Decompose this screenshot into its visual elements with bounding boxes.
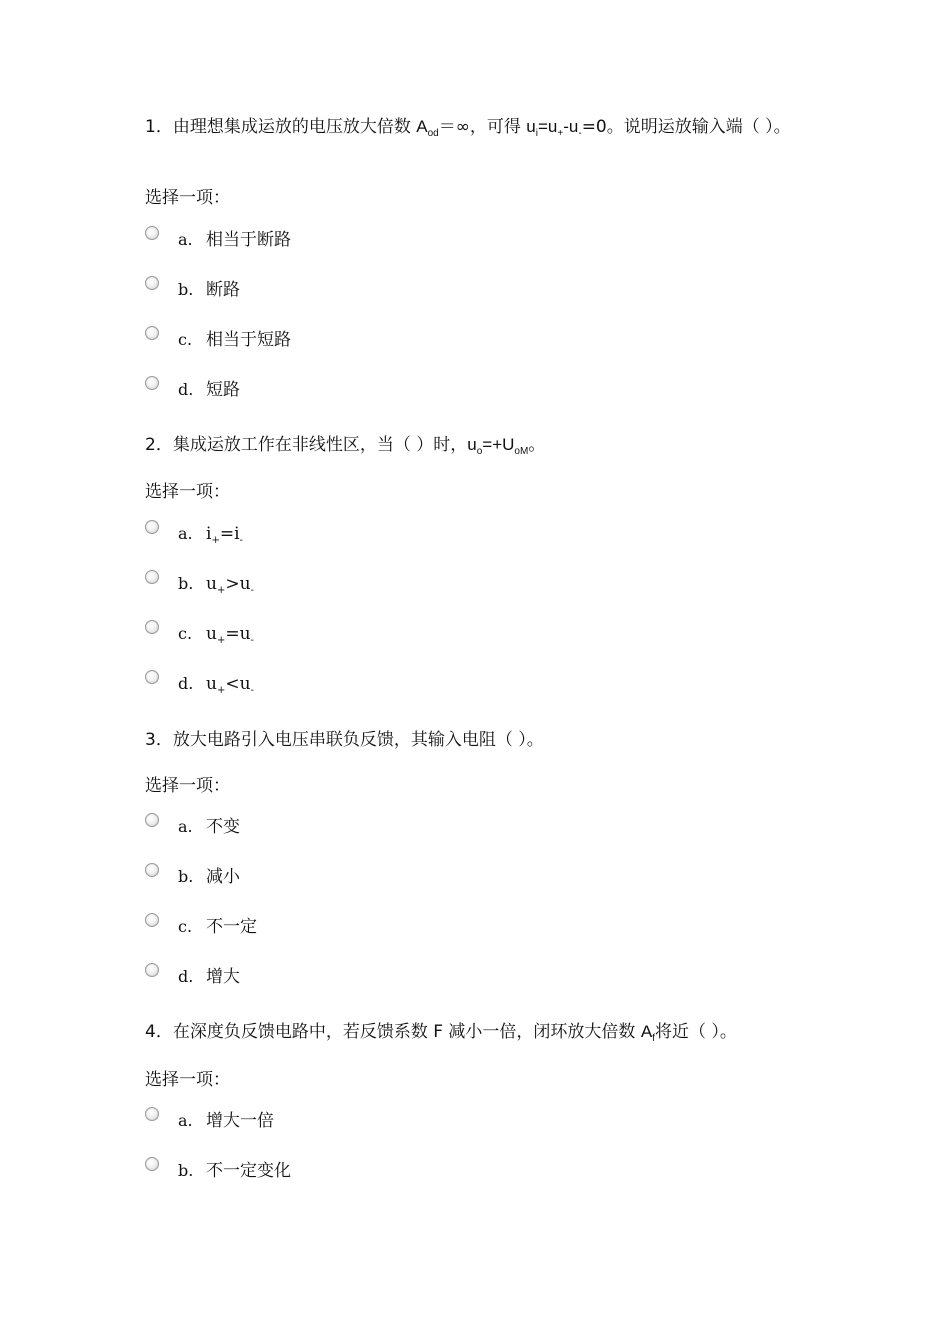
radio-icon[interactable]: [145, 863, 159, 877]
prompt-label: 选择一项：: [145, 1070, 230, 1090]
radio-icon[interactable]: [145, 520, 159, 534]
radio-icon[interactable]: [145, 376, 159, 390]
q1-option-b[interactable]: b. 断路: [145, 274, 240, 300]
radio-icon[interactable]: [145, 963, 159, 977]
q1-option-a[interactable]: a. 相当于断路: [145, 224, 291, 250]
q2-option-b[interactable]: b. $u_+>u_-$: [145, 568, 254, 594]
question-3-text: 3．放大电路引入电压串联负反馈，其输入电阻（ ）。: [145, 730, 544, 750]
question-1-text: 1．由理想集成运放的电压放大倍数 $A_{od}=\infty$，可得 $u_i=u_+-u_-=0$。说明运放输入端（ ）。: [145, 117, 791, 139]
prompt-label: 选择一项：: [145, 188, 230, 208]
q3-option-c[interactable]: c. 不一定: [145, 911, 257, 937]
prompt-label: 选择一项：: [145, 776, 230, 796]
radio-icon[interactable]: [145, 326, 159, 340]
q2-option-d[interactable]: d. $u_+<u_-$: [145, 668, 254, 694]
radio-icon[interactable]: [145, 570, 159, 584]
radio-icon[interactable]: [145, 1107, 159, 1121]
q2-option-a[interactable]: a. $i_+=i_-$: [145, 518, 243, 544]
q1-option-d[interactable]: d. 短路: [145, 374, 240, 400]
prompt-label: 选择一项：: [145, 482, 230, 502]
q4-option-a[interactable]: a. 增大一倍: [145, 1105, 274, 1131]
radio-icon[interactable]: [145, 226, 159, 240]
radio-icon[interactable]: [145, 620, 159, 634]
q1-option-c[interactable]: c. 相当于短路: [145, 324, 291, 350]
radio-icon[interactable]: [145, 670, 159, 684]
radio-icon[interactable]: [145, 813, 159, 827]
q4-option-b[interactable]: b. 不一定变化: [145, 1155, 291, 1181]
question-2-text: 2．集成运放工作在非线性区，当（ ）时，$u_o=+U_{oM}$。: [145, 435, 546, 457]
question-4-text: 4．在深度负反馈电路中，若反馈系数 F 减小一倍，闭环放大倍数 $A_f$将近（ ）。: [145, 1022, 737, 1044]
q3-option-d[interactable]: d. 增大: [145, 961, 240, 987]
radio-icon[interactable]: [145, 1157, 159, 1171]
radio-icon[interactable]: [145, 913, 159, 927]
q2-option-c[interactable]: c. $u_+=u_-$: [145, 618, 254, 644]
q3-option-a[interactable]: a. 不变: [145, 811, 240, 837]
radio-icon[interactable]: [145, 276, 159, 290]
q3-option-b[interactable]: b. 减小: [145, 861, 240, 887]
